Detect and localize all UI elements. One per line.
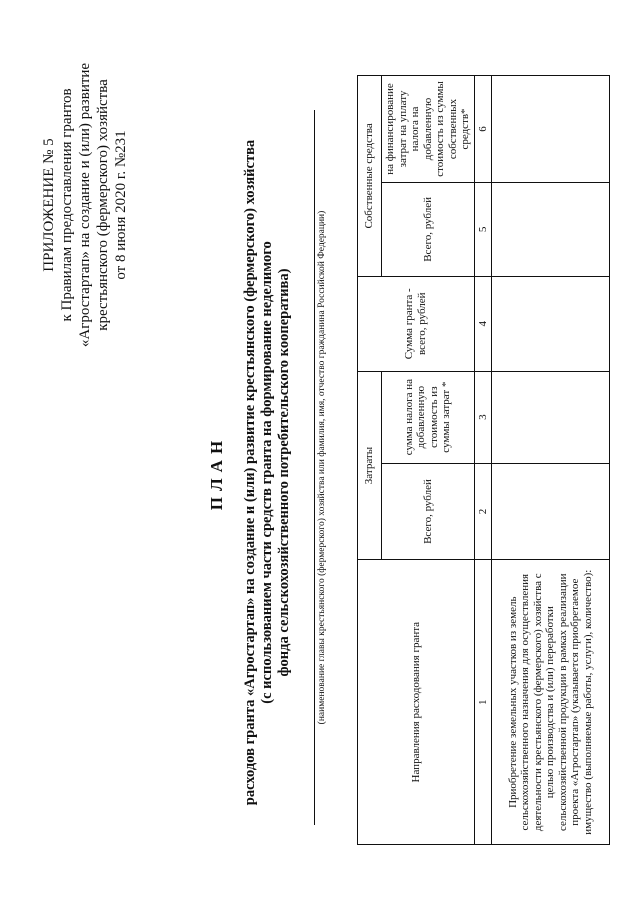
table-cell-empty xyxy=(492,463,610,560)
plan-table xyxy=(357,75,610,845)
subtitle-line: (с использованием части средств гранта на формирование неделимого xyxy=(259,241,275,704)
table-row-land-purchase: Приобретение земельных участков из земель сельскохозяйственного назначения для осуществления деятельности крестьянского (фермерского) хозяйства с целью производства и (или) переработки сельскохозяйственной продукции в рамках реализации проекта «Агростартап» (указывается приобретаемое имущество (выполняемые работы, услуги), количество): xyxy=(492,560,610,845)
header-costs-vat: сумма налога на добавленную стоимость из суммы затрат * xyxy=(382,371,475,463)
table-cell-empty xyxy=(492,276,610,371)
header-costs: Затраты xyxy=(358,371,382,560)
column-number: 6 xyxy=(474,76,492,183)
column-number: 4 xyxy=(474,276,492,371)
subtitle-line: расходов гранта «Агростартап» на создание и (или) развитие крестьянского (фермерского) хозяйства xyxy=(242,139,258,806)
appendix-date: от 8 июня 2020 г. №231 xyxy=(113,130,129,280)
appendix-line: к Правилам предоставления грантов xyxy=(59,88,75,322)
column-number: 1 xyxy=(474,560,492,845)
header-own-total: Всего, рублей xyxy=(382,182,475,276)
header-own-vat: на финансирование затрат на уплату налога на добавленную стоимость из суммы собственных средств* xyxy=(382,76,475,183)
column-number: 3 xyxy=(474,371,492,463)
head-name-line xyxy=(314,110,315,825)
header-grant-total: Сумма гранта - всего, рублей xyxy=(358,276,475,371)
appendix-block xyxy=(40,25,130,385)
appendix-number: ПРИЛОЖЕНИЕ № 5 xyxy=(41,138,57,272)
header-direction: Направления расходования гранта xyxy=(358,560,475,845)
head-name-caption: (наименование главы крестьянского (фермерского) хозяйства или фамилия, имя, отчество гражданина Российской Федерации) xyxy=(317,210,327,725)
appendix-line: «Агростартап» на создание и (или) развитие xyxy=(77,62,93,348)
subtitle-line: фонда сельскохозяйственного потребительского кооператива) xyxy=(276,268,292,677)
table-cell-empty xyxy=(492,182,610,276)
header-own-funds: Собственные средства xyxy=(358,76,382,277)
header-costs-total: Всего, рублей xyxy=(382,463,475,560)
table-cell-empty xyxy=(492,371,610,463)
table-cell-empty xyxy=(492,76,610,183)
column-number: 2 xyxy=(474,463,492,560)
document-title: ПЛАН xyxy=(207,434,226,511)
appendix-line: крестьянского (фермерского) хозяйства xyxy=(95,79,111,331)
column-number: 5 xyxy=(474,182,492,276)
document-subtitle xyxy=(242,100,293,845)
